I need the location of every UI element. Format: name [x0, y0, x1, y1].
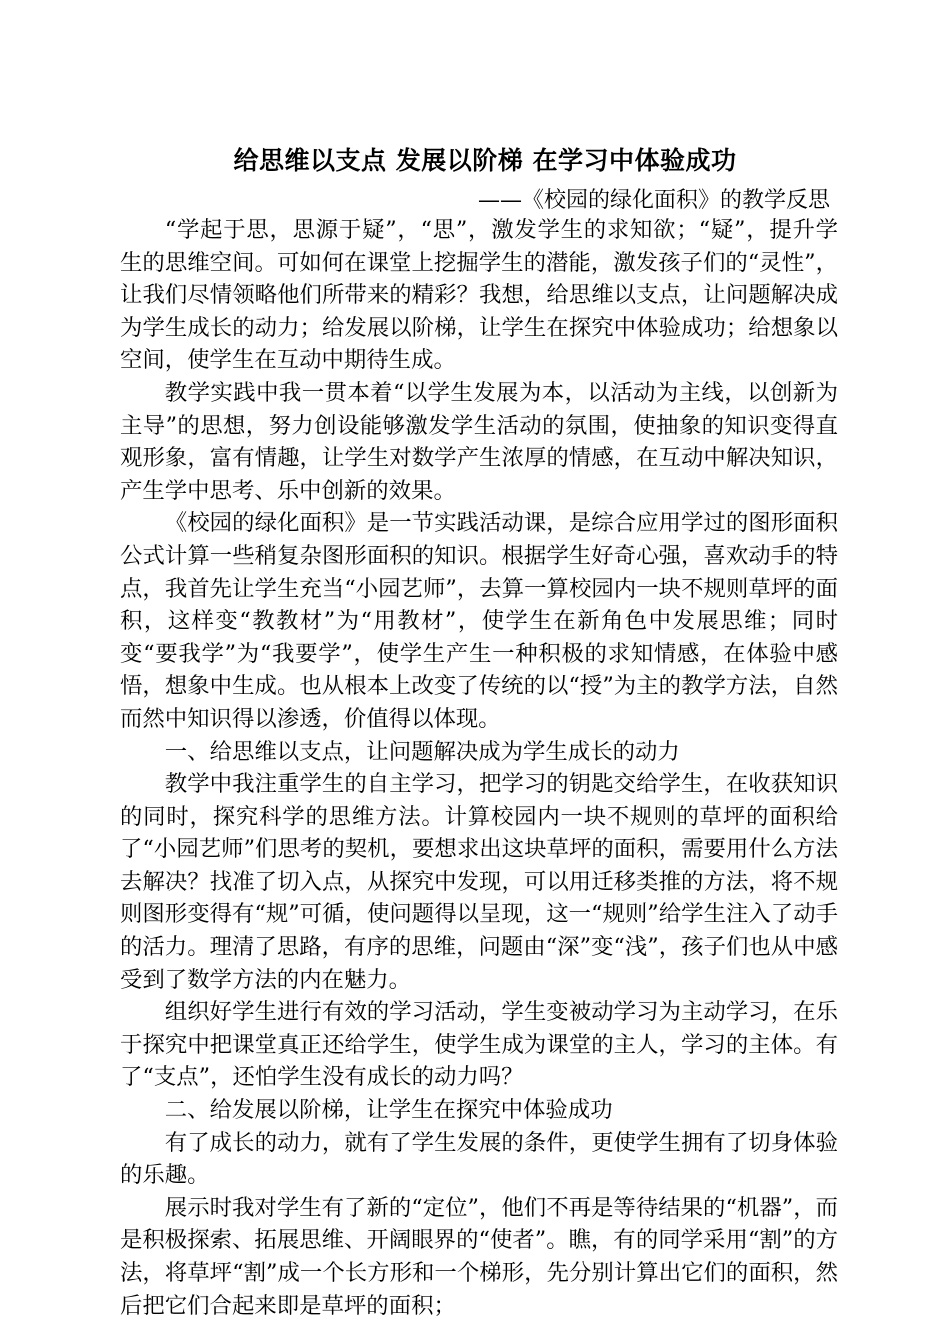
paragraph-lesson-overview: 《校园的绿化面积》是一节实践活动课，是综合应用学过的图形面积公式计算一些稍复杂图形面积的知识。根据学生好奇心强，喜欢动手的特点，我首先让学生充当“小园艺师”，去算一算校园内一块不规则草坪的面积，这样变“教教材”为“用教材”，使学生在新角色中发展思维；同时变“要我学”为“我要学”，使学生产生一种积极的求知情感，在体验中感悟，想象中生成。也从根本上改变了传统的以“授”为主的教学方法，自然而然中知识得以渗透，价值得以体现。 [120, 510, 838, 732]
document-subtitle: ——《校园的绿化面积》的教学反思 [477, 188, 830, 213]
paragraph-section-1-body: 教学中我注重学生的自主学习，把学习的钥匙交给学生，在收获知识的同时，探究科学的思维方法。计算校园内一块不规则的草坪的面积给了“小园艺师”们思考的契机，要想求出这块草坪的面积，需要用什么方法去解决？找准了切入点，从探究中发现，可以用迁移类推的方法，将不规则图形变得有“规”可循，使问题得以呈现，这一“规则”给学生注入了动手的活力。理清了思路，有序的思维，问题由“深”变“浅”，孩子们也从中感受到了数学方法的内在魅力。 [120, 771, 838, 993]
paragraph-teaching-practice: 教学实践中我一贯本着“以学生发展为本，以活动为主线，以创新为主导”的思想，努力创设能够激发学生活动的氛围，使抽象的知识变得直观形象，富有情趣，让学生对数学产生浓厚的情感，在互动中解决知识，产生学中思考、乐中创新的效果。 [120, 379, 838, 504]
paragraph-intro: “学起于思，思源于疑”，“思”，激发学生的求知欲；“疑”，提升学生的思维空间。可如何在课堂上挖掘学生的潜能，激发孩子们的“灵性”，让我们尽情领略他们所带来的精彩？我想，给思维以支点，让问题解决成为学生成长的动力；给发展以阶梯，让学生在探究中体验成功；给想象以空间，使学生在互动中期待生成。 [120, 217, 838, 374]
paragraph-section-2-body: 展示时我对学生有了新的“定位”，他们不再是等待结果的“机器”，而是积极探索、拓展思维、开阔眼界的“使者”。瞧，有的同学采用“割”的方法，将草坪“割”成一个长方形和一个梯形，先分别计算出它们的面积，然后把它们合起来即是草坪的面积； [120, 1194, 838, 1319]
section-heading-2: 二、给发展以阶梯，让学生在探究中体验成功 [164, 1097, 613, 1124]
document-title: 给思维以支点 发展以阶梯 在学习中体验成功 [233, 146, 737, 175]
document-body [120, 214, 838, 1322]
paragraph-section-1-summary: 组织好学生进行有效的学习活动，学生变被动学习为主动学习，在乐于探究中把课堂真正还给学生，使学生成为课堂的主人，学习的主体。有了“支点”，还怕学生没有成长的动力吗？ [120, 999, 838, 1091]
paragraph-section-2-intro: 有了成长的动力，就有了学生发展的条件，更使学生拥有了切身体验的乐趣。 [120, 1129, 838, 1189]
section-heading-1: 一、给思维以支点，让问题解决成为学生成长的动力 [164, 738, 680, 765]
